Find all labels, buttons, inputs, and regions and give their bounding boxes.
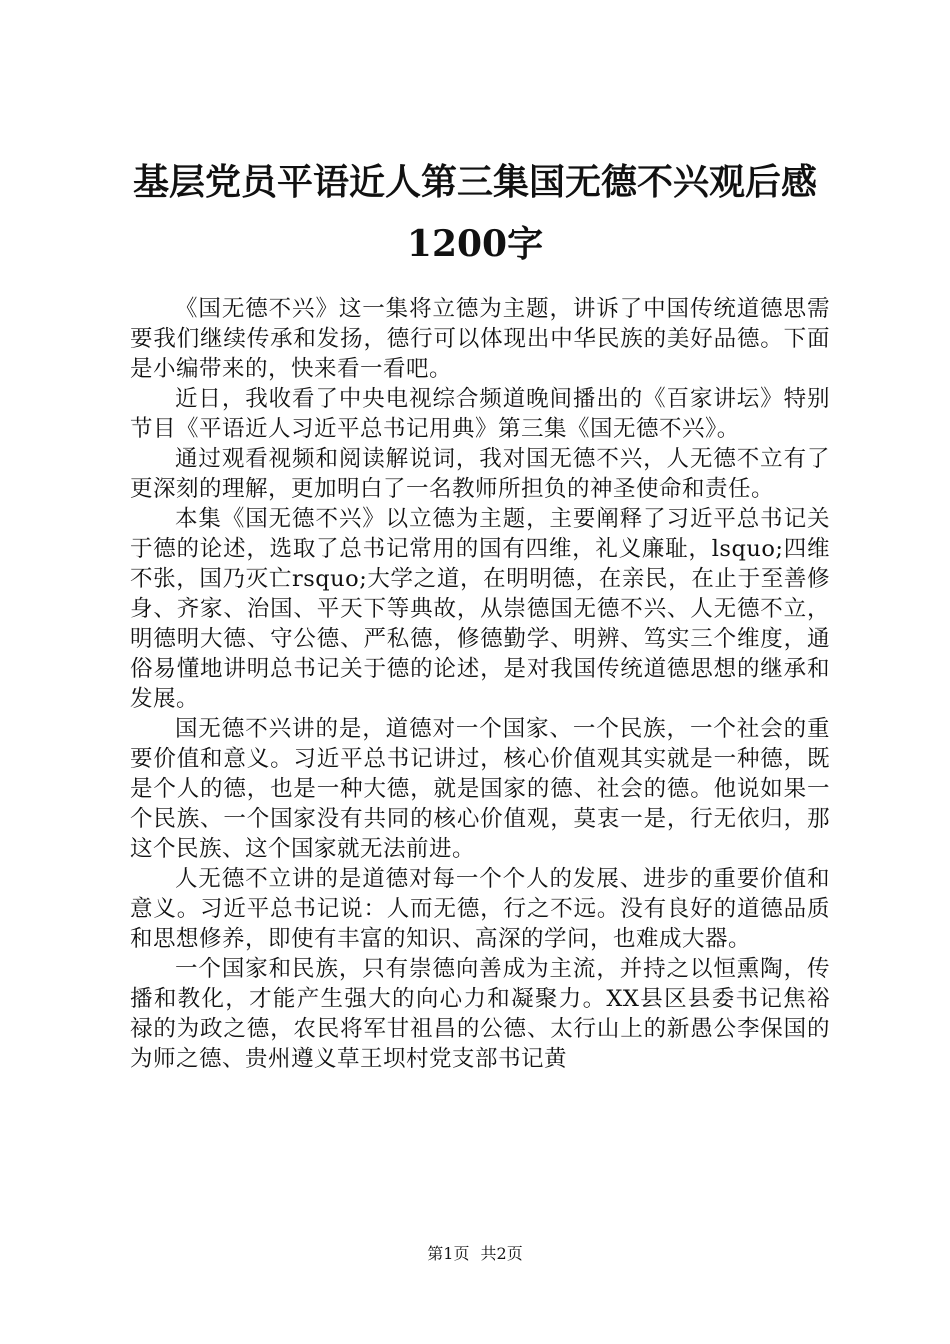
- paragraph: 《国无德不兴》这一集将立德为主题，讲诉了中国传统道德思需要我们继续传承和发扬，德行可以体现出中华民族的美好品德。下面是小编带来的，快来看一看吧。: [130, 296, 830, 382]
- document-title-continued: 1200字: [406, 223, 544, 265]
- paragraph: 国无德不兴讲的是，道德对一个国家、一个民族，一个社会的重要价值和意义。习近平总书记讲过，核心价值观其实就是一种德，既是个人的德，也是一种大德，就是国家的德、社会的德。他说如果一个民族、一个国家没有共同的核心价值观，莫衷一是，行无依归，那这个民族、这个国家就无法前进。: [130, 716, 830, 862]
- page-number: 第1页: [427, 1244, 470, 1263]
- document-body: [130, 294, 830, 1074]
- paragraph: 一个国家和民族，只有崇德向善成为主流，并持之以恒熏陶，传播和教化，才能产生强大的向心力和凝聚力。XX县区县委书记焦裕禄的为政之德，农民将军甘祖昌的公德、太行山上的新愚公李保国的为师之德、贵州遵义草王坝村党支部书记黄: [130, 956, 830, 1072]
- paragraph: 人无德不立讲的是道德对每一个个人的发展、进步的重要价值和意义。习近平总书记说：人而无德，行之不远。没有良好的道德品质和思想修养，即使有丰富的知识、高深的学问，也难成大器。: [130, 866, 830, 952]
- page-footer: [0, 1244, 950, 1264]
- document-title: 基层党员平语近人第三集国无德不兴观后感: [132, 161, 817, 203]
- paragraph: 通过观看视频和阅读解说词，我对国无德不兴，人无德不立有了更深刻的理解，更加明白了一名教师所担负的神圣使命和责任。: [130, 446, 830, 502]
- paragraph: 近日，我收看了中央电视综合频道晚间播出的《百家讲坛》特别节目《平语近人习近平总书记用典》第三集《国无德不兴》。: [130, 386, 830, 442]
- paragraph: 本集《国无德不兴》以立德为主题，主要阐释了习近平总书记关于德的论述，选取了总书记常用的国有四维，礼义廉耻，lsquo;四维不张，国乃灭亡rsquo;大学之道，在明明德，在亲民，在止于至善修身、齐家、治国、平天下等典故，从崇德国无德不兴、人无德不立，明德明大德、守公德、严私德，修德勤学、明辨、笃实三个维度，通俗易懂地讲明总书记关于德的论述，是对我国传统道德思想的继承和发展。: [130, 506, 830, 712]
- page-total: 共2页: [480, 1244, 523, 1263]
